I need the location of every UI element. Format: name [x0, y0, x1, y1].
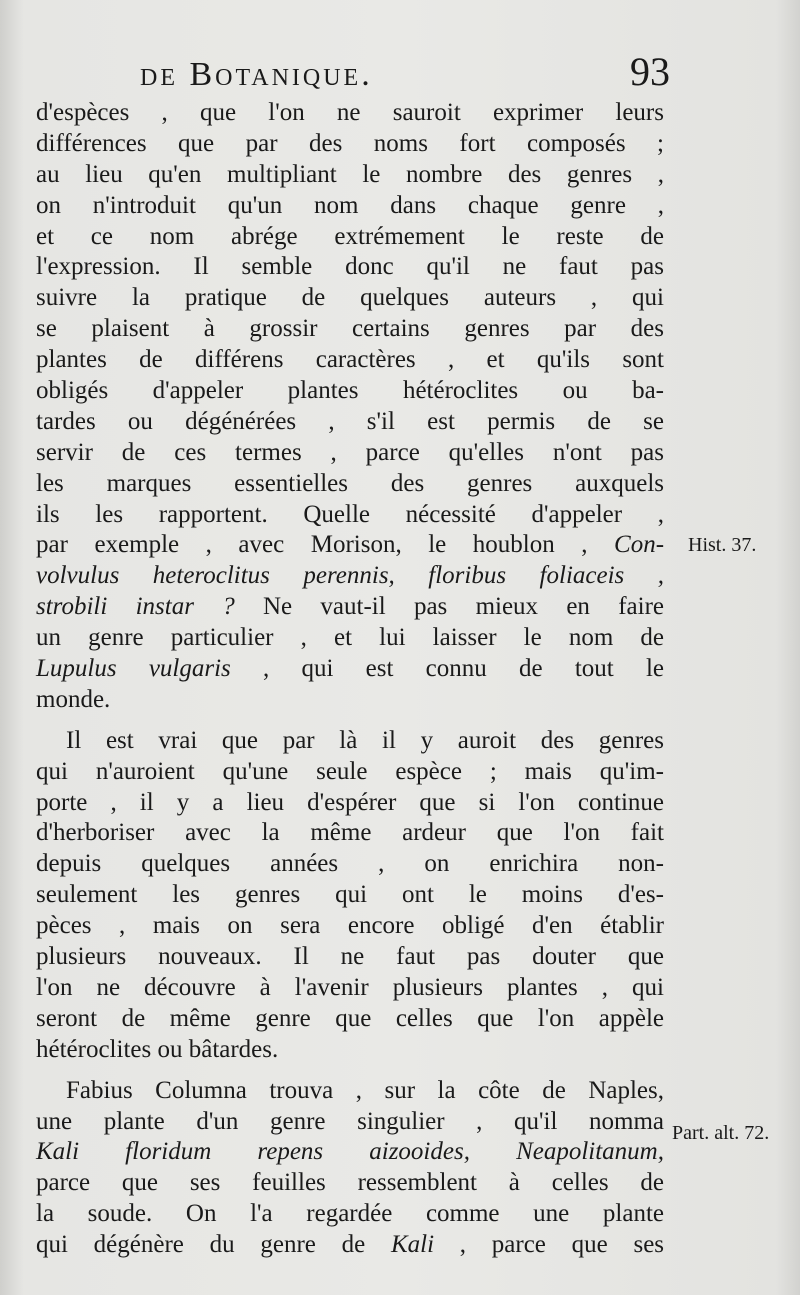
- text-line: [36, 530, 664, 561]
- text-line: [36, 592, 664, 623]
- text-line: suivre la pratique de quelques auteurs , qui: [36, 284, 664, 312]
- text-fragment: Ne vaut-il pas mieux en faire: [263, 593, 664, 621]
- text-line: au lieu qu'en multipliant le nombre des genres ,: [36, 160, 664, 188]
- text-line: hétéroclites ou bâtardes.: [36, 1035, 279, 1063]
- text-line: les marques essentielles des genres auxquels: [36, 469, 664, 497]
- page-header: [140, 48, 680, 98]
- text-line: et ce nom abrége extrémement le reste de: [36, 222, 664, 250]
- italic-fragment: volvulus heteroclitus perennis, floribus foliaceis ,: [36, 562, 664, 590]
- text-line: [36, 1230, 664, 1261]
- text-fragment: , qui est connu de tout le: [263, 655, 664, 683]
- text-line: Il est vrai que par là il y auroit des genres: [66, 726, 664, 754]
- text-line: [36, 1137, 664, 1168]
- text-line: [36, 561, 664, 592]
- text-line: [36, 654, 664, 685]
- text-line: l'on ne découvre à l'avenir plusieurs plantes , qui: [36, 973, 664, 1001]
- page-number: 93: [630, 49, 670, 94]
- text-line: différences que par des noms fort composés ;: [36, 129, 664, 157]
- text-line: la soude. On l'a regardée comme une plante: [36, 1200, 664, 1228]
- text-line: parce que ses feuilles ressemblent à celles de: [36, 1169, 664, 1197]
- italic-fragment: Con-: [614, 531, 665, 559]
- italic-fragment: Kali: [390, 1231, 435, 1259]
- text-fragment: par exemple , avec Morison, le houblon ,: [36, 531, 588, 559]
- text-line: l'expression. Il semble donc qu'il ne faut pas: [36, 253, 664, 281]
- text-line: une plante d'un genre singulier , qu'il nomma: [36, 1107, 664, 1135]
- text-line: seront de même genre que celles que l'on appèle: [36, 1004, 664, 1032]
- text-line: porte , il y a lieu d'espérer que si l'on continue: [36, 788, 664, 816]
- text-line: d'espèces , que l'on ne sauroit exprimer leurs: [36, 99, 664, 126]
- text-line: ils les rapportent. Quelle nécessité d'appeler ,: [36, 500, 664, 528]
- text-line: qui n'auroient qu'une seule espèce ; mais qu'im-: [36, 757, 664, 785]
- text-line: se plaisent à grossir certains genres par des: [36, 315, 664, 343]
- text-line: obligés d'appeler plantes hétéroclites ou ba-: [36, 377, 664, 405]
- text-line: Fabius Columna trouva , sur la côte de Naples,: [66, 1076, 664, 1104]
- text-fragment: qui dégénère du genre de: [36, 1231, 366, 1259]
- margin-note-part: Part. alt. 72.: [672, 1122, 770, 1144]
- text-line: monde.: [36, 685, 111, 713]
- text-line: servir de ces termes , parce qu'elles n'ont pas: [36, 438, 664, 466]
- italic-fragment: Kali floridum repens aizooides, Neapolitanum,: [36, 1138, 664, 1166]
- text-line: plantes de différens caractères , et qu'ils sont: [36, 346, 664, 374]
- text-line: un genre particulier , et lui laisser le nom de: [36, 624, 664, 652]
- body-text: [36, 98, 664, 1261]
- running-head: de Botanique.: [140, 56, 373, 93]
- text-fragment: , parce que ses: [459, 1231, 665, 1259]
- margin-note-hist: Hist. 37.: [688, 534, 757, 556]
- text-line: d'herboriser avec la même ardeur que l'on fait: [36, 819, 664, 847]
- italic-fragment: strobili instar ?: [36, 593, 235, 621]
- text-line: plusieurs nouveaux. Il ne faut pas douter que: [36, 943, 664, 971]
- text-line: seulement les genres qui ont le moins d'es-: [36, 881, 664, 909]
- text-line: on n'introduit qu'un nom dans chaque genre ,: [36, 191, 664, 219]
- text-line: depuis quelques années , on enrichira non-: [36, 850, 664, 878]
- italic-fragment: Lupulus vulgaris: [36, 655, 231, 683]
- text-line: pèces , mais on sera encore obligé d'en établir: [36, 912, 664, 940]
- text-line: tardes ou dégénérées , s'il est permis de se: [36, 407, 664, 435]
